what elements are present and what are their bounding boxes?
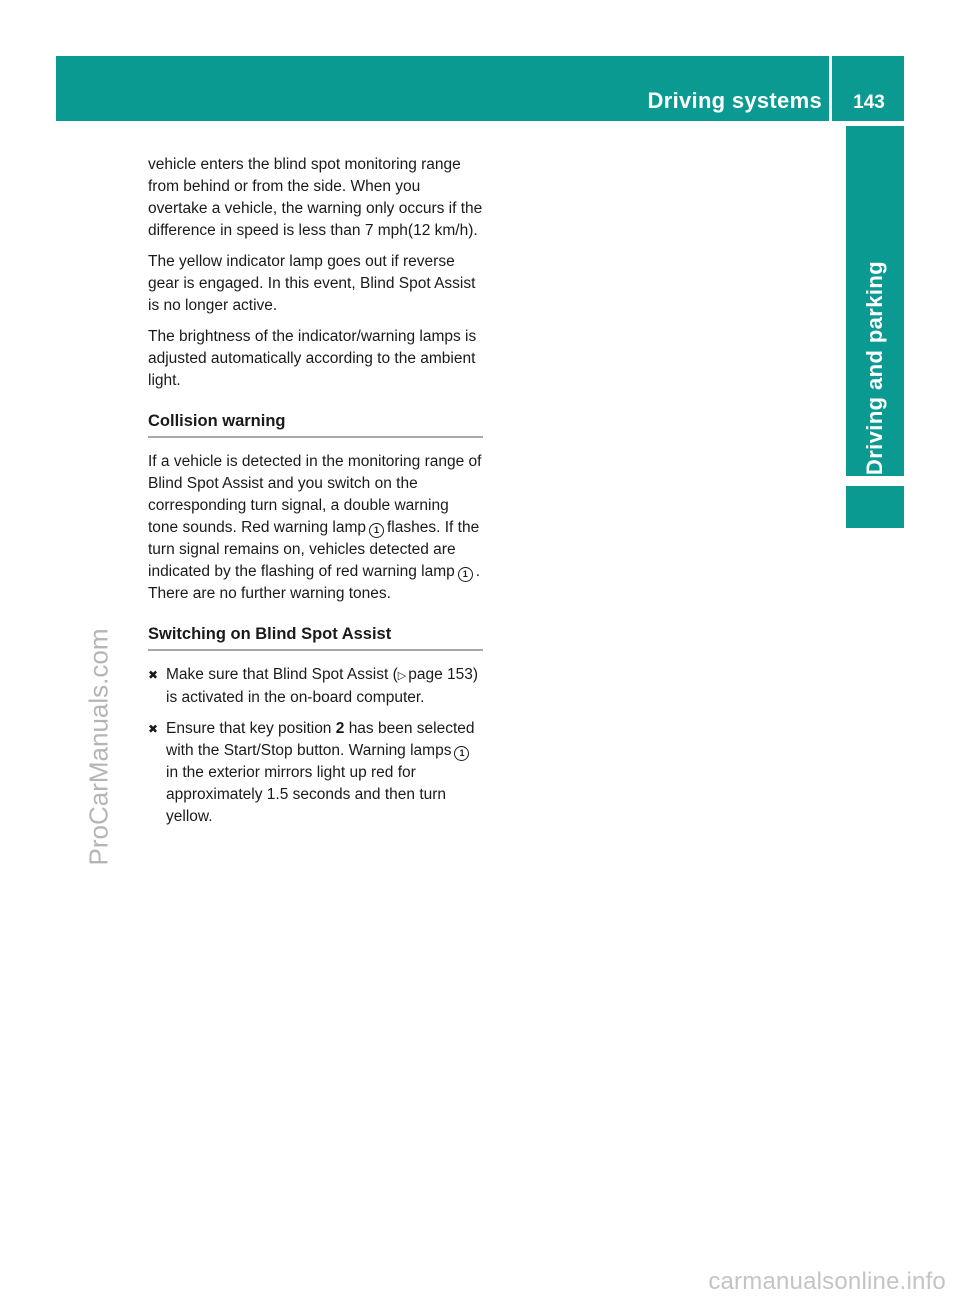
page-reference-icon: ▷ [397,670,407,682]
section-title: Driving systems [647,88,822,113]
watermark-bottom: carmanualsonline.info [708,1268,946,1295]
intro-paragraph-1: vehicle enters the blind spot monitoring range from behind or from the side. When you overtake a vehicle, the warning only occurs if the difference in speed is less than 7 mph(12 km/h). [148,156,483,239]
step-arrow-icon: ✖ [148,722,159,736]
step-arrow-icon: ✖ [148,668,159,682]
intro-paragraph-2: The yellow indicator lamp goes out if reverse gear is engaged. In this event, Blind Spot Assist is no longer active. [148,253,476,314]
instruction-step [148,718,483,828]
step2-text-c: in the exterior mirrors light up red for approximately 1.5 seconds and then turn yellow. [166,764,447,825]
instruction-list [148,664,483,828]
main-content [148,154,483,837]
instruction-step [148,664,483,709]
header-divider [829,56,832,121]
collision-warning-heading: Collision warning [148,410,483,438]
collision-text-3: . There are no further warning tones. [148,563,481,602]
switching-on-heading: Switching on Blind Spot Assist [148,623,483,651]
collision-text-1: If a vehicle is detected in the monitoring range of Blind Spot Assist and you switch on the corresponding turn signal, a double warning tone sounds. Red warning lamp [148,453,482,536]
step1-text-b: ) is activated in the on-board computer. [166,666,479,706]
chapter-marker-block [846,486,904,528]
callout-1-icon: 1 [369,523,384,538]
callout-1-icon: 1 [454,746,469,761]
intro-paragraph-3: The brightness of the indicator/warning lamps is adjusted automatically according to the ambient light. [148,328,477,389]
chapter-label: Driving and parking [862,260,887,476]
step2-text-b: has been selected with the Start/Stop button. Warning lamps [166,720,475,759]
page-reference-link[interactable]: page 153 [408,666,473,683]
callout-1-icon: 1 [458,567,473,582]
collision-text-2: flashes. If the turn signal remains on, vehicles detected are indicated by the flashing of red warning lamp [148,519,480,580]
page-number: 143 [853,92,885,113]
key-position: 2 [335,720,345,737]
step1-text-a: Make sure that Blind Spot Assist ( [166,666,398,683]
collision-warning-paragraph [148,451,483,605]
watermark-left: ProCarManuals.com [83,628,114,866]
step2-text-a: Ensure that key position [166,720,332,737]
